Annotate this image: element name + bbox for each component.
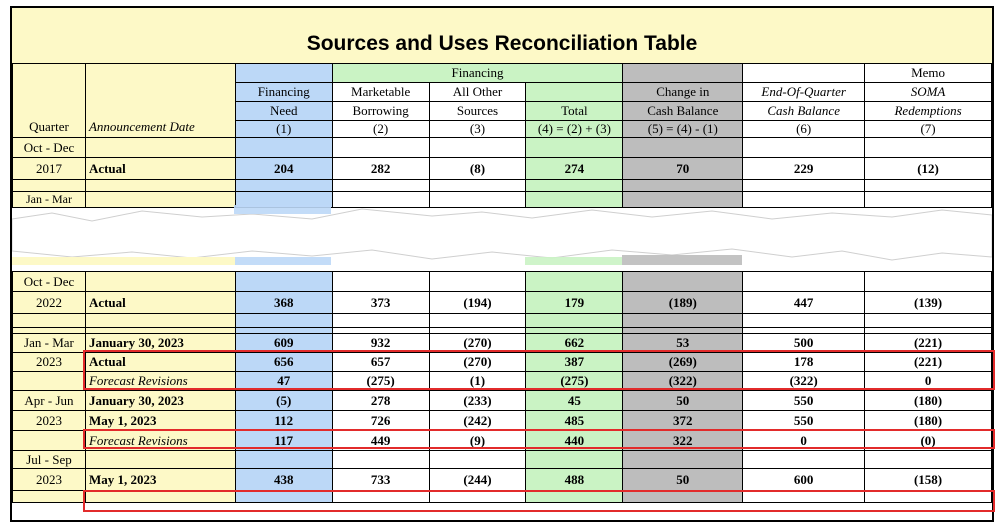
table-row: 2017 Actual 204 282 (8) 274 70 229 (12) [13, 158, 992, 180]
section-2017-top: Oct - Dec [13, 138, 992, 158]
header-number-row: (1) (2) (3) (4) = (2) + (3) (5) = (4) - (1) (6) (7) [13, 121, 992, 138]
table-row: 2022 Actual 368 373 (194) 179 (189) 447 (139) [13, 292, 992, 314]
table-row: Jan - Mar January 30, 2023 609 932 (270) 662 53 500 (221) [13, 334, 992, 353]
section-2022-top: Oct - Dec [13, 272, 992, 292]
header-quarter: Quarter [13, 64, 86, 138]
section-torn: Jan - Mar [13, 192, 992, 208]
table-row: 2023 May 1, 2023 438 733 (244) 488 50 600 (158) [13, 469, 992, 491]
header-line2-row: Need Borrowing Sources Total Cash Balance Cash Balance Redemptions [13, 102, 992, 121]
document-title: Sources and Uses Reconciliation Table [12, 8, 992, 65]
header-group-memo: Memo [865, 64, 992, 83]
header-line1-row: Financing Marketable All Other Change in End-Of-Quarter SOMA [13, 83, 992, 102]
highlight-apr-jun-may1 [83, 429, 995, 449]
reconciliation-document [10, 6, 994, 522]
section-jul-sep-top: Jul - Sep [13, 451, 992, 469]
header-group-row [13, 64, 992, 83]
header-group-financing: Financing [332, 64, 623, 83]
table-row: Apr - Jun January 30, 2023 (5) 278 (233) 45 50 550 (180) [13, 391, 992, 411]
table-row: 2023 May 1, 2023 112 726 (242) 485 372 550 (180) [13, 411, 992, 431]
torn-paper-divider [12, 205, 992, 265]
header-announcement-date: Announcement Date [85, 64, 235, 138]
highlight-jul-sep-may1 [83, 490, 995, 512]
table-row: Forecast Revisions 117 449 (9) 440 322 0 (0) [13, 431, 992, 451]
table-row: Forecast Revisions 47 (275) (1) (275) (322) (322) 0 [13, 372, 992, 391]
highlight-jan-mar-2023 [83, 350, 995, 390]
table-row: 2023 Actual 656 657 (270) 387 (269) 178 (221) [13, 353, 992, 372]
